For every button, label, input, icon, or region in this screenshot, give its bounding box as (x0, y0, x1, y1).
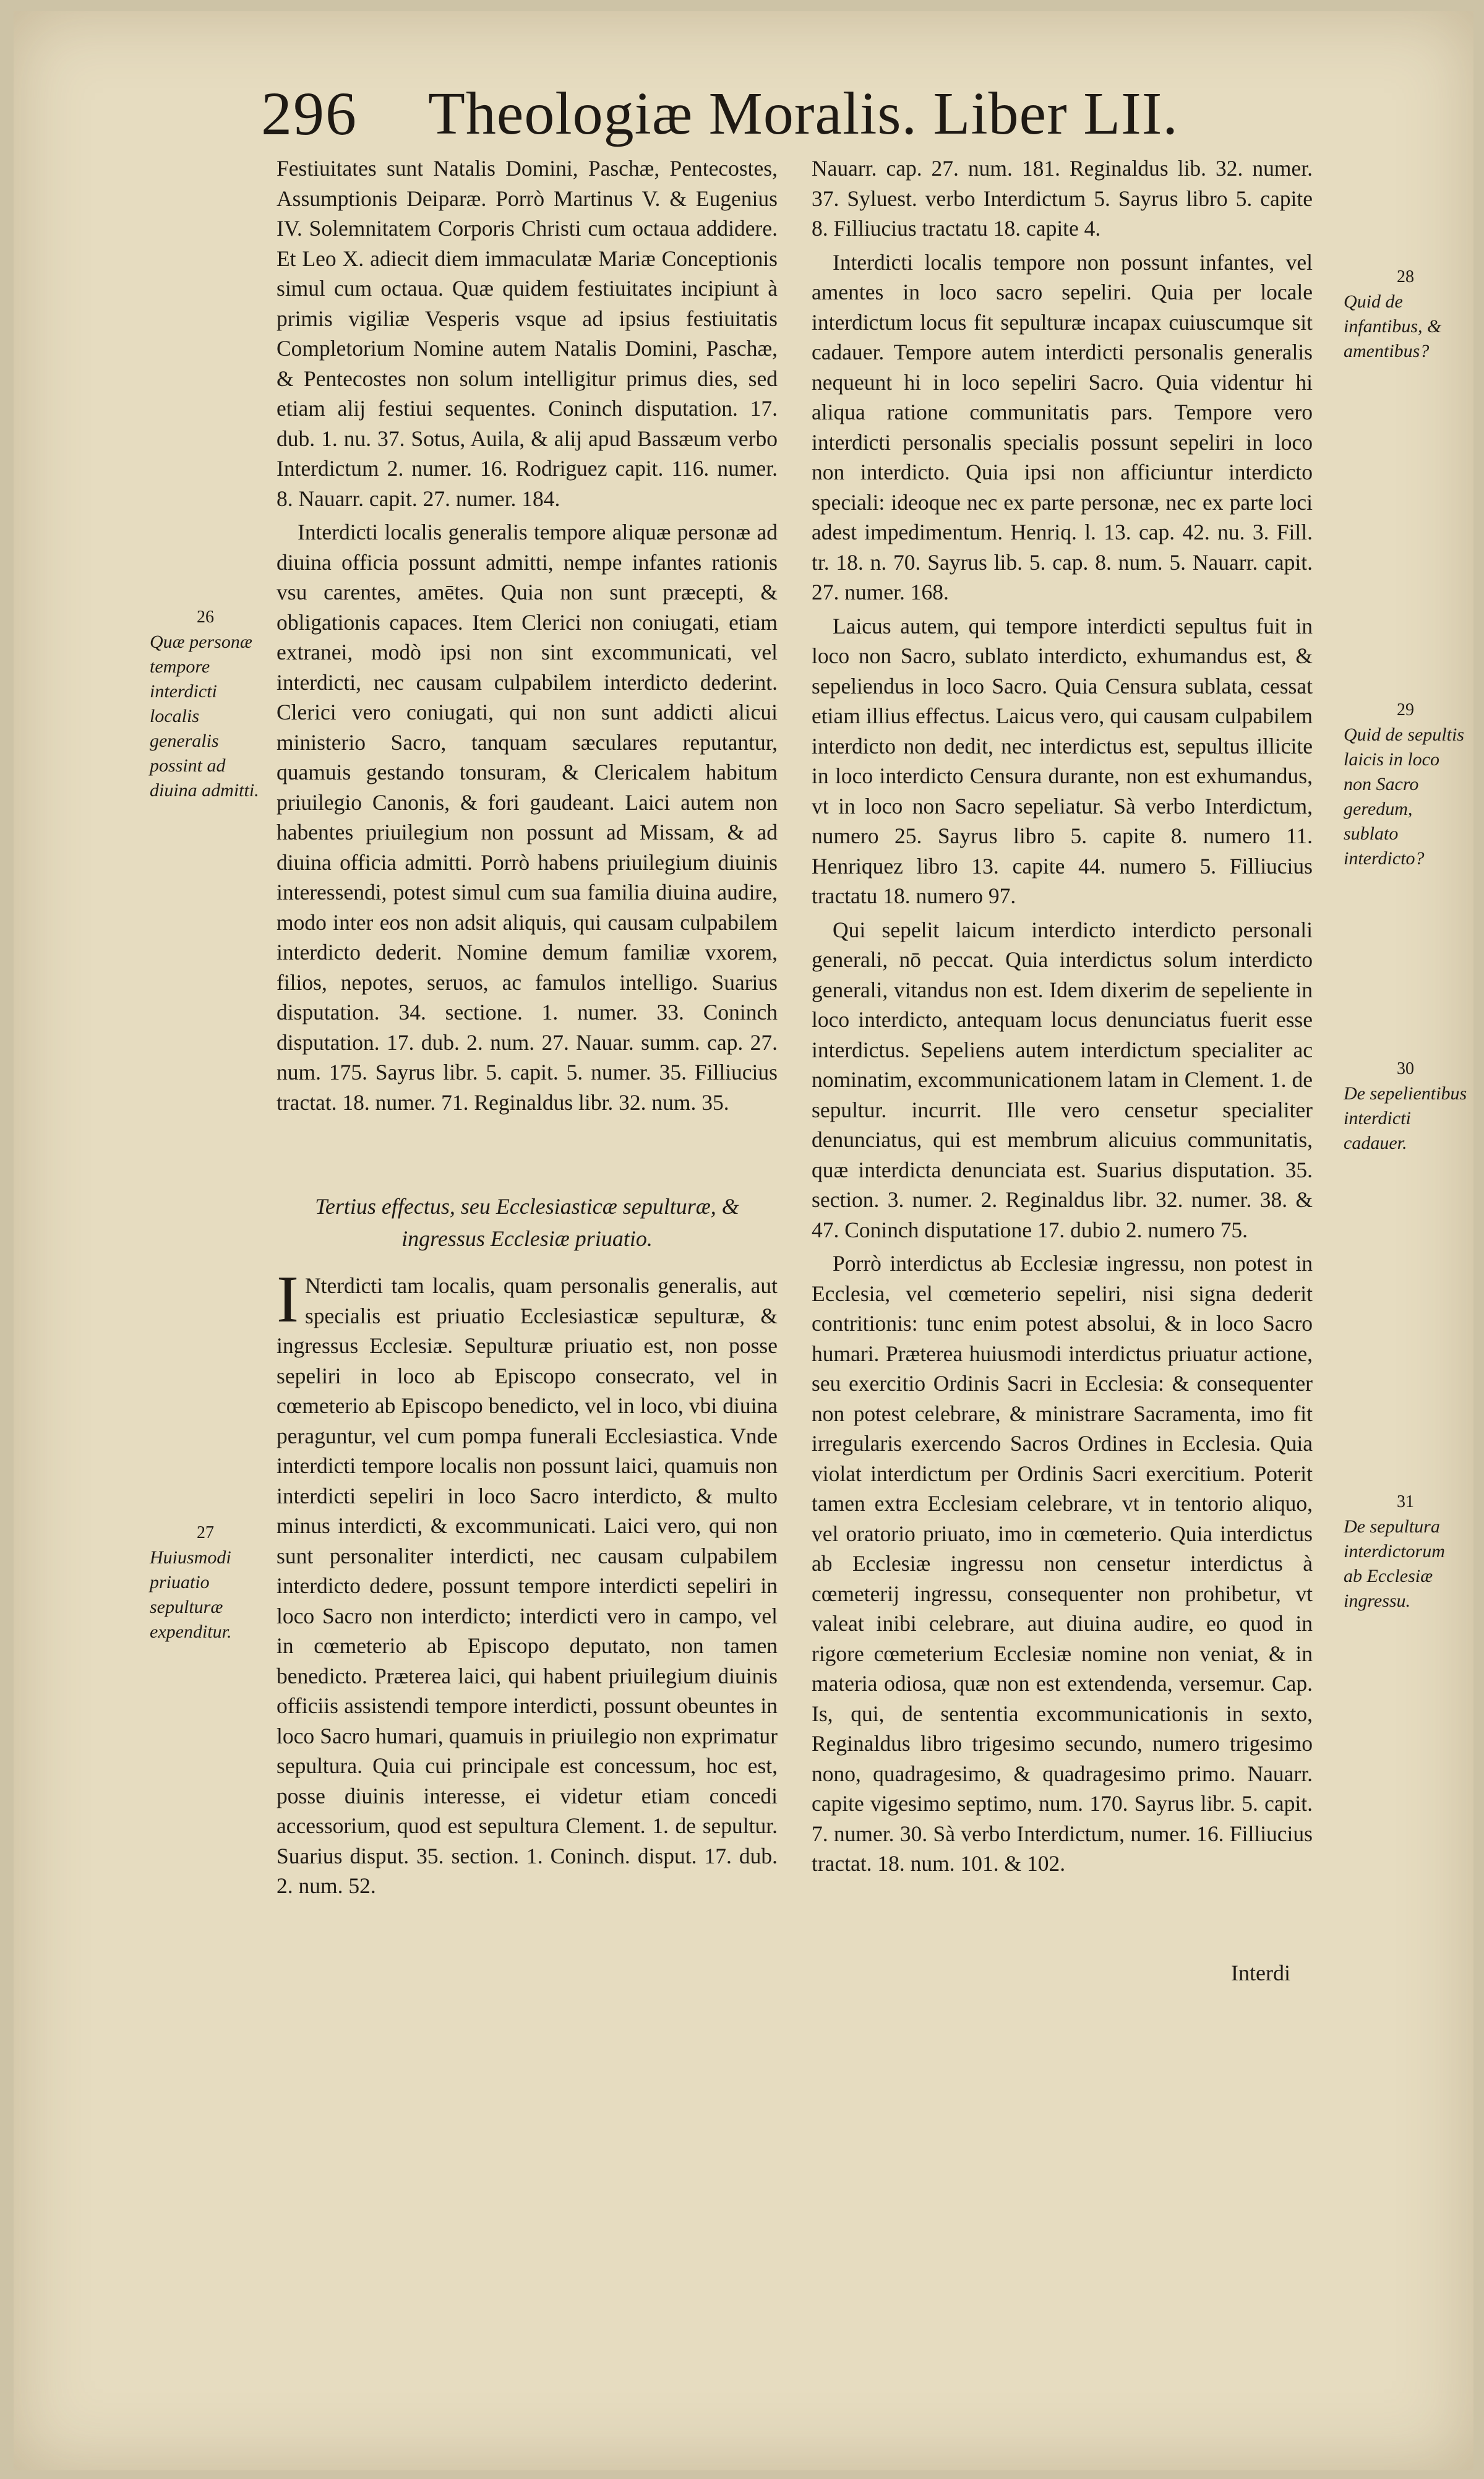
paragraph: Nauarr. cap. 27. num. 181. Reginaldus lib. 32. numer. 37. Syluest. verbo Interdictum 5. Sayrus libro 5. capite 8. Filliucius tractatu 18. capite 4. (812, 156, 1313, 241)
margin-note (1344, 1490, 1467, 1613)
margin-note (1344, 698, 1467, 871)
paragraph: Porrò interdictus ab Ecclesiæ ingressu, non potest in Ecclesia, vel cœmeterio sepeliri, nisi signa dederit contritionis: tunc enim potest absolui, & in loco Sacro humari. Præterea huiusmodi interdictus priuatur actione, seu exercitio Ordinis Sacri in Ecclesia: & consequenter non potest celebrare, & ministrare Sacramenta, imo fit irregularis exercendo Sacros Ordines in Ecclesia. Quia violat interdictum per Ordinis Sacri exercitium. Poterit tamen extra Ecclesiam celebrare, vt in tentorio aliquo, vel oratorio priuato, imo in cœmeterio. Quia interdictus ab Ecclesiæ ingressu non censetur interdictus à cœmeterij ingressu, consequenter non prohibetur, vt valeat inibi celebrare, aut diuina audire, eo quod in rigore cœmeterium Ecclesiæ nomine non veniat, & in materia odiosa, quæ non est extendenda, versemur. Cap. Is, qui, de sententia excommunicationis in sexto, Reginaldus libro trigesimo secundo, numero trigesimo nono, quadragesimo, & quadragesimo primo. Nauarr. capite vigesimo septimo, num. 170. Sayrus libr. 5. capit. 7. numer. 30. Sà verbo Interdictum, numer. 16. Filliucius tractat. 18. num. 101. & 102. (812, 1251, 1313, 1876)
left-column (277, 153, 778, 1901)
note-number: 29 (1397, 700, 1414, 720)
right-column (812, 153, 1313, 1879)
margin-note (1344, 1057, 1467, 1156)
note-text: Quid de infantibus, & amentibus? (1344, 291, 1442, 361)
note-number: 28 (1397, 267, 1414, 286)
page-number: 296 (261, 79, 358, 148)
note-text: De sepultura interdictorum ab Ecclesiæ ingressu. (1344, 1516, 1445, 1611)
paragraph: Qui sepelit laicum interdicto interdicto personali generali, nō peccat. Quia interdictus solum interdicto generali, vitandus non est. Idem dixerim de sepeliente in loco interdicto, antequam locus denunciatus fuerit esse interdictus. Sepeliens autem interdictum specialiter ac nominatim, excommunicationem latam in Clement. 1. de sepultur. incurrit. Ille vero censetur specialiter denunciatus, qui est membrum alicuius communitatis, quæ interdicta denunciata est. Suarius disputation. 35. section. 3. numer. 2. Reginaldus libr. 32. numer. 38. & 47. Coninch disputatione 17. dubio 2. numero 75. (812, 917, 1313, 1242)
margin-note (150, 605, 261, 803)
paragraph: Interdicti localis generalis tempore aliquæ personæ ad diuina officia possunt admitti, nempe infantes rationis vsu carentes, amētes. Quia non sunt præcepti, & obligationis capaces. Item Clerici non coniugati, etiam extranei, modò ipsi non sint excommunicati, vel interdicti, nec causam culpabilem interdicto dederint. Clerici vero coniugati, qui non sunt addicti alicui ministerio Sacro, tanquam sæculares reputantur, quamuis gestando tonsuram, & Clericalem habitum priuilegio Canonis, & fori gaudeant. Laici autem non habentes priuilegium non possunt ad Missam, & ad diuina officia admitti. Porrò habens priuilegium diuinis interessendi, potest simul cum sua familia diuina audire, modo inter eos non adsit aliquis, qui causam culpabilem interdicto dederit. Nomine demum familiæ vxorem, filios, nepotes, seruos, ac famulos intelligo. Suarius disputation. 34. sectione. 1. numer. 33. Coninch disputation. 17. dub. 2. num. 27. Nauar. summ. cap. 27. num. 175. Sayrus libr. 5. capit. 5. numer. 35. Filliucius tractat. 18. numer. 71. Reginaldus libr. 32. num. 35. (277, 520, 778, 1115)
note-text: Quæ personæ tempore interdicti localis generalis possint ad diuina admitti. (150, 632, 259, 801)
running-title: Theologiæ Moralis. Liber LII. (428, 80, 1178, 147)
catchword: Interdi (1231, 1961, 1290, 1985)
paragraph (277, 1263, 778, 1901)
section-heading: Tertius effectus, seu Ecclesiasticæ sepulturæ, & ingressus Ecclesiæ priuatio. (315, 1194, 739, 1251)
paragraph: Laicus autem, qui tempore interdicti sepultus fuit in loco non Sacro, sublato interdicto, exhumandus est, & sepeliendus in loco Sacro. Quia Censura sublata, cessat etiam illius effectus. Laicus vero, qui causam culpabilem interdicto non dedit, nec interdictus est, sepultus illicite in loco interdicto Censura durante, non est exhumandus, vt in loco non Sacro sepeliatur. Sà verbo Interdictum, numero 25. Sayrus libro 5. capite 8. numero 11. Henriquez libro 13. capite 44. numero 5. Filliucius tractatu 18. numero 97. (812, 613, 1313, 908)
paragraph: Interdicti localis tempore non possunt infantes, vel amentes in loco sacro sepeliri. Quia per locale interdictum locus fit sepulturæ incapax cuiuscumque sit cadauer. Tempore autem interdicti personalis generalis nequeunt hi in loco sepeliri Sacro. Quia videntur hi aliqua ratione communitatis pars. Tempore vero interdicti personalis specialis possunt sepeliri in loco non interdicto. Quia ipsi non afficiuntur interdicto speciali: ideoque nec ex parte personæ, nec ex parte loci adest impedimentum. Henriq. l. 13. cap. 42. nu. 3. Fill. tr. 18. n. 70. Sayrus lib. 5. cap. 8. num. 5. Nauarr. capit. 27. numer. 168. (812, 249, 1313, 604)
note-text: Quid de sepultis laicis in loco non Sacro geredum, sublato interdicto? (1344, 724, 1464, 869)
note-text: De sepelientibus interdicti cadauer. (1344, 1083, 1467, 1153)
margin-note (1344, 265, 1467, 364)
margin-note (150, 1521, 261, 1644)
paragraph: Festiuitates sunt Natalis Domini, Paschæ, Pentecostes, Assumptionis Deiparæ. Porrò Martinus V. & Eugenius IV. Solemnitatem Corporis Christi cum octaua addidere. Et Leo X. adiecit diem immaculatæ Mariæ Conceptionis simul cum octaua. Quæ quidem festiuitates incipiunt à primis vigiliæ Vesperis vsque ad ipsius festiuitatis Completorium Nomine autem Natalis Domini, Paschæ, & Pentecostes non solum intelligitur primus dies, sed etiam alij festiui sequentes. Coninch disputation. 17. dub. 1. nu. 37. Sotus, Auila, & alij apud Bassæum verbo Interdictum 2. numer. 16. Rodriguez capit. 116. numer. 8. Nauarr. capit. 27. numer. 184. (277, 156, 778, 511)
drop-cap: I (277, 1263, 299, 1336)
note-number: 31 (1397, 1492, 1414, 1511)
note-number: 30 (1397, 1059, 1414, 1078)
note-number: 27 (197, 1523, 214, 1542)
book-page (14, 11, 1473, 2470)
note-text: Huiusmodi priuatio sepulturæ expenditur. (150, 1547, 232, 1642)
paragraph-text: Nterdicti tam localis, quam personalis generalis, aut specialis est priuatio Ecclesiasticæ sepulturæ, & ingressus Ecclesiæ. Sepulturæ priuatio est, non posse sepeliri in loco ab Episcopo consecrato, vel in cœmeterio ab Episcopo benedicto, vel in loco, vbi diuina peraguntur, vel cum pompa funerali Ecclesiastica. Vnde interdicti tempore localis non possunt laici, quamuis non interdicti sepeliri in loco Sacro interdicto, & multo minus interdicti, & excommunicati. Laici vero, qui non sunt personaliter interdicti, nec causam culpabilem interdicto dedere, possunt tempore interdicti sepeliri in loco Sacro non interdicto; interdicti vero in campo, vel in cœmeterio ab Episcopo deputato, non tamen benedicto. Præterea laici, qui habent priuilegium diuinis officiis assistendi tempore interdicti, possunt obeuntes in loco Sacro humari, quamuis in priuilegio non exprimatur sepultura. Quia cui principale est concessum, hoc est, posse diuinis interesse, ei videtur etiam concedi accessorium, quod est sepultura Clement. 1. de sepultur. Suarius disput. 35. section. 1. Coninch. disput. 17. dub. 2. num. 52. (277, 1273, 778, 1898)
note-number: 26 (197, 608, 214, 627)
